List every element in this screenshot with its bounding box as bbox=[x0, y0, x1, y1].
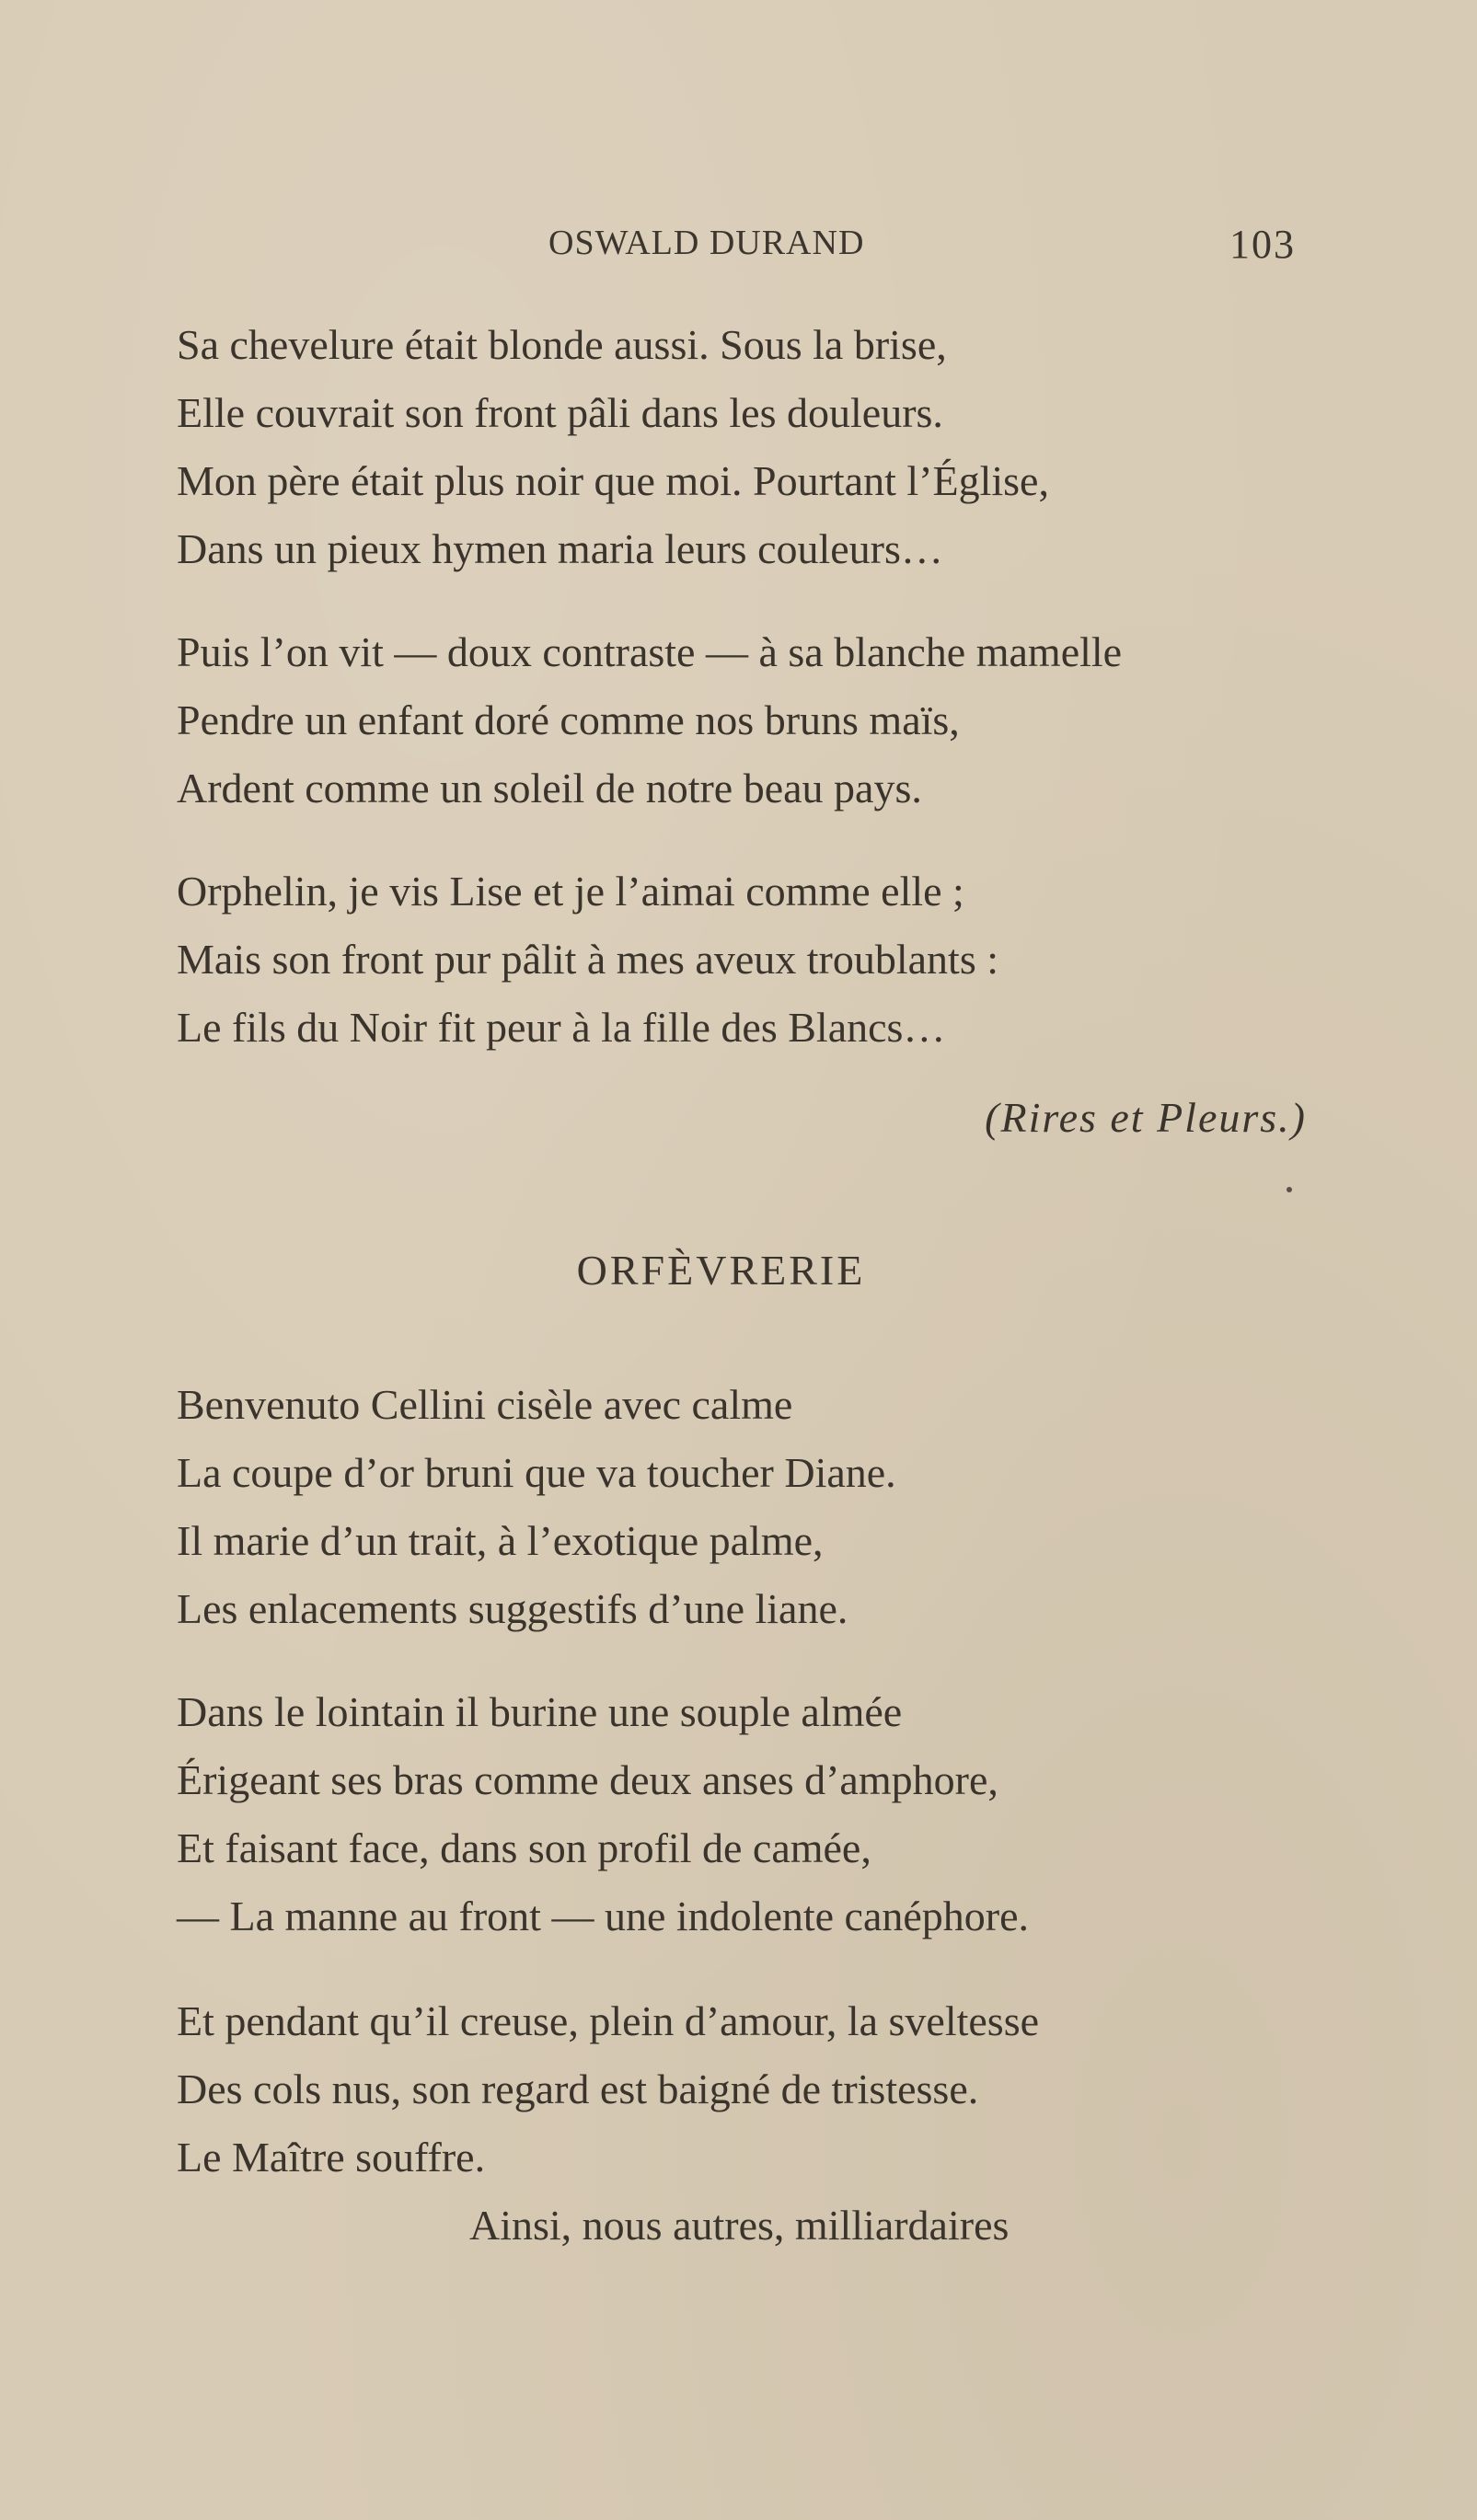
verse-line: Et pendant qu’il creuse, plein d’amour, la sveltesse bbox=[177, 1997, 1040, 2044]
running-title: OSWALD DURAND bbox=[548, 224, 865, 262]
page-header bbox=[0, 221, 1477, 276]
poem-stanza-1 bbox=[177, 1371, 1336, 1643]
verse-line: Le fils du Noir fit peur à la fille des Blancs… bbox=[177, 1004, 946, 1051]
previous-poem-stanza-3 bbox=[177, 857, 1336, 1062]
verse-line: Dans le lointain il burine une souple almée bbox=[177, 1688, 903, 1735]
verse-line: Orphelin, je vis Lise et je l’aimai comme elle ; bbox=[177, 868, 964, 915]
poem-stanza-2 bbox=[177, 1678, 1336, 1950]
verse-line: Le Maître souffre. bbox=[177, 2134, 486, 2181]
verse-line: Érigeant ses bras comme deux anses d’amphore, bbox=[177, 1756, 998, 1803]
source-attribution: (Rires et Pleurs.) bbox=[985, 1094, 1307, 1141]
poem-title-text: ORFÈVRERIE bbox=[576, 1247, 866, 1294]
poem-title bbox=[0, 1246, 1477, 1295]
verse-line: Puis l’on vit — doux contraste — à sa blanche mamelle bbox=[177, 628, 1123, 675]
verse-line: Et faisant face, dans son profil de camée, bbox=[177, 1824, 871, 1871]
verse-line: Dans un pieux hymen maria leurs couleurs… bbox=[177, 525, 943, 572]
previous-poem-stanza-2 bbox=[177, 618, 1336, 823]
verse-line: Les enlacements suggestifs d’une liane. bbox=[177, 1585, 848, 1632]
verse-line: Des cols nus, son regard est baigné de tristesse. bbox=[177, 2065, 979, 2112]
verse-line: Sa chevelure était blonde aussi. Sous la brise, bbox=[177, 321, 947, 368]
paper-speck bbox=[1287, 1187, 1292, 1192]
verse-line: — La manne au front — une indolente canéphore. bbox=[177, 1893, 1030, 1939]
poem-stanza-3 bbox=[177, 1987, 1336, 2260]
verse-line: Benvenuto Cellini cisèle avec calme bbox=[177, 1381, 793, 1428]
verse-line-indented: Ainsi, nous autres, milliardaires bbox=[469, 2202, 1010, 2249]
verse-line: Mais son front pur pâlit à mes aveux troublants : bbox=[177, 936, 999, 983]
verse-line: Pendre un enfant doré comme nos bruns maïs, bbox=[177, 696, 960, 743]
verse-line: Il marie d’un trait, à l’exotique palme, bbox=[177, 1517, 824, 1564]
verse-line: Ardent comme un soleil de notre beau pays. bbox=[177, 765, 922, 811]
page-number: 103 bbox=[1229, 222, 1296, 267]
verse-line: La coupe d’or bruni que va toucher Diane. bbox=[177, 1449, 896, 1496]
verse-line: Mon père était plus noir que moi. Pourtant l’Église, bbox=[177, 457, 1049, 504]
previous-poem-stanza-1 bbox=[177, 311, 1336, 583]
verse-line: Elle couvrait son front pâli dans les douleurs. bbox=[177, 389, 943, 436]
